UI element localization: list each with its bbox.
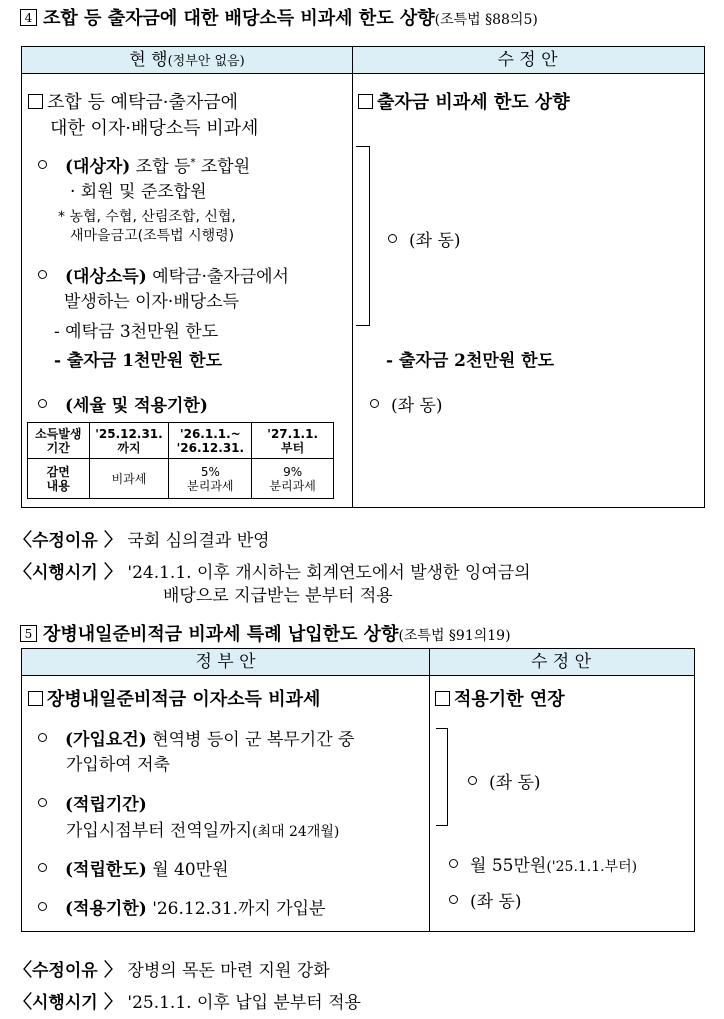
rate-cell: 9% 분리과세 <box>252 459 334 499</box>
section4-income-line2: 발생하는 이자·배당소득 <box>64 292 240 312</box>
section4-left-heading: 조합 등 예탁금·출자금에 <box>28 88 238 114</box>
checkbox-icon <box>435 691 450 706</box>
rate-cell: 5% 분리과세 <box>169 459 252 499</box>
circle-bullet-icon <box>38 399 47 408</box>
section5-right-header: 수 정 안 <box>530 652 592 672</box>
section4-right-limit-invest: - 출자금 2천만원 한도 <box>386 351 555 371</box>
section5-reason: 〈수정이유 〉 장병의 목돈 마련 지원 강화 <box>14 960 330 981</box>
rate-cell: 감면 내용 <box>28 459 90 499</box>
checkbox-icon <box>358 94 373 109</box>
section4-footnote-line2: 새마을금고(조특법 시행령) <box>70 228 235 244</box>
rate-cell: '25.12.31. 까지 <box>89 423 169 459</box>
circle-bullet-icon <box>449 859 458 868</box>
section4-target-line2: · 회원 및 준조합원 <box>70 182 207 202</box>
section4-right-heading: 출자금 비과세 한도 상향 <box>358 88 570 114</box>
section5-apply: (적용기한) '26.12.31.까지 가입분 <box>38 894 325 919</box>
bracket <box>356 146 370 326</box>
section5-right-same1: (좌 동) <box>468 768 541 793</box>
section4-rate-table <box>27 422 334 499</box>
section4-income: (대상소득) 예탁금·출자금에서 <box>38 262 289 287</box>
column-divider <box>429 649 430 931</box>
section5-left-heading: 장병내일준비적금 이자소득 비과세 <box>28 685 320 711</box>
section4-left-header: 현 행(정부안 없음) <box>129 50 245 70</box>
section4-title: 4 조합 등 출자금에 대한 배당소득 비과세 한도 상향(조특법 §88의5) <box>20 4 538 30</box>
circle-bullet-icon <box>38 733 47 742</box>
section4-limit-deposit: - 예탁금 3천만원 한도 <box>54 322 219 342</box>
section4-reason: 〈수정이유 〉 국회 심의결과 반영 <box>14 530 270 551</box>
checkbox-icon <box>28 691 43 706</box>
bracket <box>436 728 448 826</box>
rate-cell: 소득발생 기간 <box>28 423 90 459</box>
rate-cell: 비과세 <box>89 459 169 499</box>
circle-bullet-icon <box>38 798 47 807</box>
section4-effective-line2: 배당으로 지급받는 분부터 적용 <box>163 586 393 606</box>
section5-period: (적립기간) <box>38 790 147 815</box>
column-divider <box>352 47 353 507</box>
section5-number: 5 <box>20 625 37 642</box>
section4-right-same1: (좌 동) <box>388 226 461 251</box>
section4-effective: 〈시행시기 〉 '24.1.1. 이후 개시하는 회계연도에서 발생한 잉여금의 <box>14 562 531 583</box>
circle-bullet-icon <box>468 776 477 785</box>
section5-limit: (적립한도) 월 40만원 <box>38 855 229 880</box>
section4-rate: (세율 및 적용기한) <box>38 391 208 416</box>
circle-bullet-icon <box>388 234 397 243</box>
circle-bullet-icon <box>38 270 47 279</box>
section5-title: 5 장병내일준비적금 비과세 특례 납입한도 상향(조특법 §91의19) <box>20 620 511 646</box>
section5-right-heading: 적용기한 연장 <box>435 685 565 711</box>
section4-footnote-line1: * 농협, 수협, 산림조합, 신협, <box>58 209 236 225</box>
section4-target: (대상자) 조합 등* 조합원 <box>38 152 250 177</box>
section4-number: 4 <box>20 9 37 26</box>
circle-bullet-icon <box>449 895 458 904</box>
section4-left-heading-line2: 대한 이자·배당소득 비과세 <box>50 118 259 139</box>
section5-join-line2: 가입하여 저축 <box>66 755 170 775</box>
section5-right-same2: (좌 동) <box>449 887 522 912</box>
circle-bullet-icon <box>38 863 47 872</box>
section5-effective: 〈시행시기 〉 '25.1.1. 이후 납입 분부터 적용 <box>14 992 361 1013</box>
section4-limit-invest: - 출자금 1천만원 한도 <box>54 351 223 371</box>
section4-right-same2: (좌 동) <box>370 391 443 416</box>
section4-right-header: 수 정 안 <box>497 50 558 70</box>
section5-right-limit: 월 55만원('25.1.1.부터) <box>449 851 637 876</box>
section5-left-header: 정 부 안 <box>195 652 256 672</box>
rate-cell: '27.1.1. 부터 <box>252 423 334 459</box>
checkbox-icon <box>28 94 43 109</box>
circle-bullet-icon <box>38 160 47 169</box>
section5-period-line2: 가입시점부터 전역일까지(최대 24개월) <box>66 821 340 841</box>
circle-bullet-icon <box>370 399 379 408</box>
section5-join: (가입요건) 현역병 등이 군 복무기간 중 <box>38 725 354 750</box>
rate-cell: '26.1.1.~ '26.12.31. <box>169 423 252 459</box>
circle-bullet-icon <box>38 902 47 911</box>
